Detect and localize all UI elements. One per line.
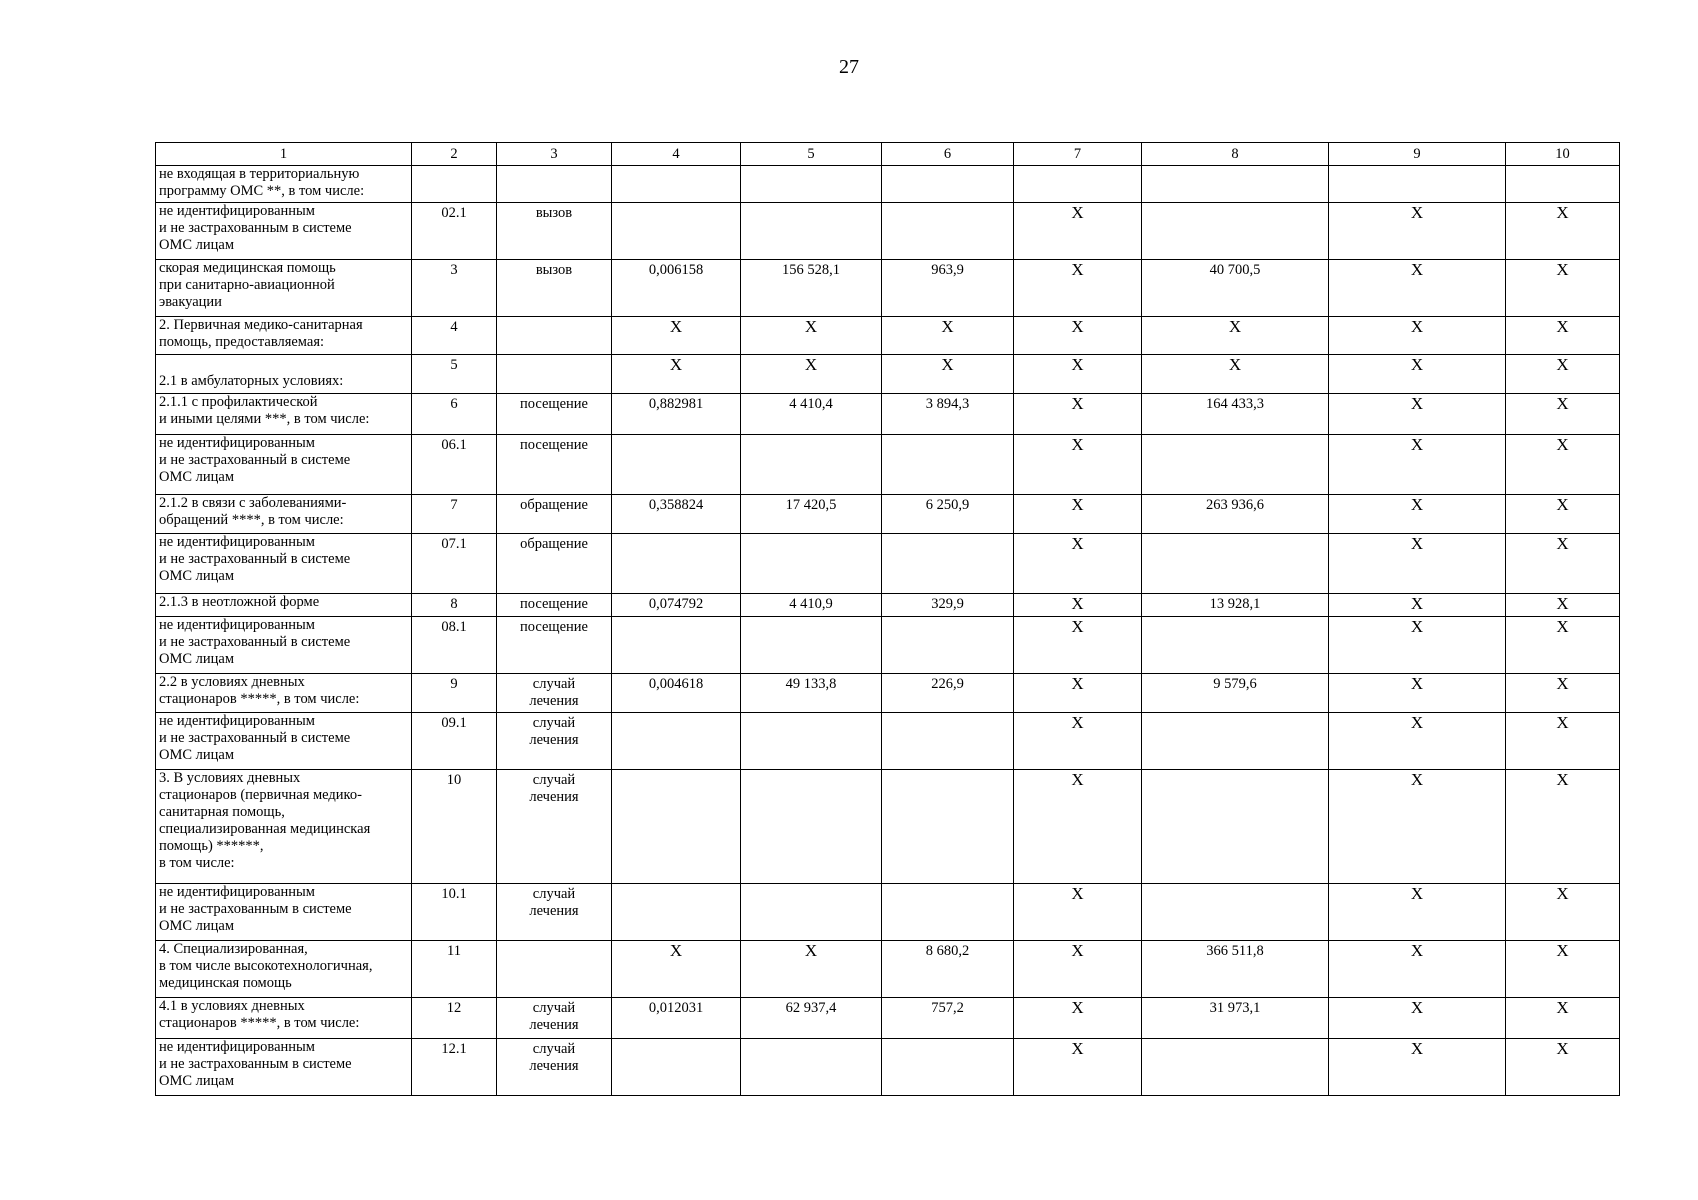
table-cell-col-9: X — [1329, 674, 1506, 713]
table-cell-col-8 — [1142, 534, 1329, 594]
table-cell-col-4 — [612, 534, 741, 594]
table-cell-col-3: обращение — [497, 534, 612, 594]
table-cell-col-6: 3 894,3 — [882, 394, 1014, 435]
table-cell-col-8: 9 579,6 — [1142, 674, 1329, 713]
table-cell-col-7: X — [1014, 617, 1142, 674]
column-number-1: 1 — [156, 143, 412, 166]
table-cell-col-5 — [741, 435, 882, 495]
row-label-cell: 3. В условиях дневных стационаров (первичная медико- санитарная помощь, специализированная медицинская помощь) ******, в том числе: — [156, 770, 412, 884]
table-cell-col-9: X — [1329, 713, 1506, 770]
table-cell-col-10: X — [1506, 617, 1620, 674]
column-number-6: 6 — [882, 143, 1014, 166]
table-cell-col-6 — [882, 617, 1014, 674]
table-cell-col-3: случай лечения — [497, 1039, 612, 1096]
table-cell-col-5 — [741, 534, 882, 594]
table-cell-col-5 — [741, 1039, 882, 1096]
table-row — [156, 713, 1620, 770]
table-cell-col-4 — [612, 203, 741, 260]
table-cell-col-8 — [1142, 435, 1329, 495]
table-cell-col-6 — [882, 770, 1014, 884]
table-row — [156, 435, 1620, 495]
row-label-cell: не идентифицированным и не застрахованный в системе ОМС лицам — [156, 617, 412, 674]
row-label-cell: не идентифицированным и не застрахованным в системе ОМС лицам — [156, 884, 412, 941]
table-row — [156, 166, 1620, 203]
table-cell-col-4: 0,006158 — [612, 260, 741, 317]
table-cell-col-4 — [612, 1039, 741, 1096]
table-cell-col-2 — [412, 166, 497, 203]
row-label-cell: 2.1.2 в связи с заболеваниями- обращений ****, в том числе: — [156, 495, 412, 534]
table-cell-col-4: X — [612, 355, 741, 394]
table-cell-col-4: X — [612, 317, 741, 355]
row-label-cell: 2. Первичная медико-санитарная помощь, предоставляемая: — [156, 317, 412, 355]
table-cell-col-7: X — [1014, 435, 1142, 495]
table-cell-col-6 — [882, 435, 1014, 495]
table-cell-col-5: 62 937,4 — [741, 998, 882, 1039]
table-cell-col-3: случай лечения — [497, 770, 612, 884]
table-cell-col-3: случай лечения — [497, 674, 612, 713]
table-cell-col-10: X — [1506, 394, 1620, 435]
page-number: 27 — [839, 56, 859, 78]
table-cell-col-10: X — [1506, 998, 1620, 1039]
row-label-cell: не идентифицированным и не застрахованный в системе ОМС лицам — [156, 534, 412, 594]
row-label-cell: 2.1.3 в неотложной форме — [156, 594, 412, 617]
table-cell-col-10: X — [1506, 594, 1620, 617]
table-cell-col-3: случай лечения — [497, 713, 612, 770]
table-cell-col-9: X — [1329, 534, 1506, 594]
table-cell-col-5: 49 133,8 — [741, 674, 882, 713]
row-label-cell: не идентифицированным и не застрахованным в системе ОМС лицам — [156, 1039, 412, 1096]
table-cell-col-5: X — [741, 355, 882, 394]
table-row — [156, 884, 1620, 941]
row-label-cell: не идентифицированным и не застрахованный в системе ОМС лицам — [156, 435, 412, 495]
table-cell-col-8 — [1142, 713, 1329, 770]
table-cell-col-5 — [741, 203, 882, 260]
table-cell-col-3: посещение — [497, 617, 612, 674]
table-cell-col-7 — [1014, 166, 1142, 203]
table-cell-col-6 — [882, 884, 1014, 941]
table-cell-col-10: X — [1506, 435, 1620, 495]
table-cell-col-5: 156 528,1 — [741, 260, 882, 317]
table-row — [156, 941, 1620, 998]
table-cell-col-4: 0,012031 — [612, 998, 741, 1039]
table-cell-col-10: X — [1506, 260, 1620, 317]
table-cell-col-6: 8 680,2 — [882, 941, 1014, 998]
table-cell-col-2: 12.1 — [412, 1039, 497, 1096]
table-cell-col-3: посещение — [497, 435, 612, 495]
table-cell-col-7: X — [1014, 594, 1142, 617]
table-cell-col-10: X — [1506, 317, 1620, 355]
table-cell-col-2: 12 — [412, 998, 497, 1039]
table-cell-col-2: 09.1 — [412, 713, 497, 770]
table-cell-col-9: X — [1329, 998, 1506, 1039]
table-cell-col-2: 06.1 — [412, 435, 497, 495]
table-cell-col-7: X — [1014, 317, 1142, 355]
table-cell-col-5: X — [741, 941, 882, 998]
table-cell-col-7: X — [1014, 713, 1142, 770]
table-cell-col-3: случай лечения — [497, 884, 612, 941]
table-cell-col-10 — [1506, 166, 1620, 203]
table-cell-col-5 — [741, 770, 882, 884]
table-cell-col-9: X — [1329, 355, 1506, 394]
table-cell-col-7: X — [1014, 770, 1142, 884]
row-label-cell: 2.1.1 с профилактической и иными целями ***, в том числе: — [156, 394, 412, 435]
table-cell-col-10: X — [1506, 674, 1620, 713]
table-cell-col-7: X — [1014, 1039, 1142, 1096]
column-number-7: 7 — [1014, 143, 1142, 166]
table-cell-col-3: вызов — [497, 260, 612, 317]
table-cell-col-4 — [612, 770, 741, 884]
table-cell-col-9: X — [1329, 594, 1506, 617]
table-cell-col-3 — [497, 355, 612, 394]
column-number-5: 5 — [741, 143, 882, 166]
row-label-cell: 2.2 в условиях дневных стационаров *****, в том числе: — [156, 674, 412, 713]
column-number-3: 3 — [497, 143, 612, 166]
table-cell-col-2: 7 — [412, 495, 497, 534]
column-number-10: 10 — [1506, 143, 1620, 166]
table-cell-col-2: 10.1 — [412, 884, 497, 941]
table-cell-col-4 — [612, 884, 741, 941]
table-row — [156, 317, 1620, 355]
table-cell-col-9 — [1329, 166, 1506, 203]
table-cell-col-10: X — [1506, 1039, 1620, 1096]
table-cell-col-5: X — [741, 317, 882, 355]
table-cell-col-9: X — [1329, 203, 1506, 260]
row-label-cell: 4.1 в условиях дневных стационаров *****, в том числе: — [156, 998, 412, 1039]
row-label-cell: скорая медицинская помощь при санитарно-авиационной эвакуации — [156, 260, 412, 317]
header-row — [156, 143, 1620, 166]
table-row — [156, 534, 1620, 594]
table-cell-col-3: посещение — [497, 394, 612, 435]
table-cell-col-9: X — [1329, 435, 1506, 495]
column-number-8: 8 — [1142, 143, 1329, 166]
table-cell-col-10: X — [1506, 770, 1620, 884]
table-cell-col-7: X — [1014, 884, 1142, 941]
column-number-9: 9 — [1329, 143, 1506, 166]
table-row — [156, 998, 1620, 1039]
table-cell-col-2: 07.1 — [412, 534, 497, 594]
table-cell-col-2: 08.1 — [412, 617, 497, 674]
table-row — [156, 260, 1620, 317]
table-row — [156, 495, 1620, 534]
table-cell-col-10: X — [1506, 534, 1620, 594]
table-cell-col-3 — [497, 941, 612, 998]
table-cell-col-10: X — [1506, 713, 1620, 770]
table-cell-col-6 — [882, 203, 1014, 260]
table-cell-col-9: X — [1329, 770, 1506, 884]
table-cell-col-8 — [1142, 617, 1329, 674]
table-cell-col-9: X — [1329, 260, 1506, 317]
table-cell-col-10: X — [1506, 884, 1620, 941]
table-row — [156, 394, 1620, 435]
table-cell-col-3: посещение — [497, 594, 612, 617]
table-cell-col-4: 0,074792 — [612, 594, 741, 617]
table-cell-col-4: 0,358824 — [612, 495, 741, 534]
table-cell-col-8: 366 511,8 — [1142, 941, 1329, 998]
table-cell-col-8 — [1142, 1039, 1329, 1096]
table-cell-col-7: X — [1014, 260, 1142, 317]
table-row — [156, 355, 1620, 394]
table-cell-col-6 — [882, 1039, 1014, 1096]
table-cell-col-2: 11 — [412, 941, 497, 998]
table-cell-col-6: X — [882, 355, 1014, 394]
table-cell-col-4 — [612, 713, 741, 770]
table-cell-col-9: X — [1329, 617, 1506, 674]
table-cell-col-8 — [1142, 770, 1329, 884]
table-cell-col-7: X — [1014, 495, 1142, 534]
table-cell-col-3: обращение — [497, 495, 612, 534]
table-cell-col-3 — [497, 166, 612, 203]
table-cell-col-5: 4 410,4 — [741, 394, 882, 435]
table-cell-col-9: X — [1329, 1039, 1506, 1096]
data-table — [155, 142, 1620, 1096]
table-row — [156, 594, 1620, 617]
table-cell-col-5: 17 420,5 — [741, 495, 882, 534]
table-cell-col-8: X — [1142, 317, 1329, 355]
table-cell-col-5 — [741, 713, 882, 770]
table-cell-col-2: 6 — [412, 394, 497, 435]
table-cell-col-2: 9 — [412, 674, 497, 713]
table-cell-col-7: X — [1014, 998, 1142, 1039]
table-cell-col-8 — [1142, 203, 1329, 260]
table-cell-col-8: 164 433,3 — [1142, 394, 1329, 435]
table-cell-col-4 — [612, 617, 741, 674]
table-cell-col-6 — [882, 166, 1014, 203]
row-label-cell: 2.1 в амбулаторных условиях: — [156, 355, 412, 394]
table-cell-col-10: X — [1506, 355, 1620, 394]
table-cell-col-10: X — [1506, 941, 1620, 998]
table-cell-col-2: 8 — [412, 594, 497, 617]
table-cell-col-6 — [882, 713, 1014, 770]
table-cell-col-9: X — [1329, 495, 1506, 534]
table-cell-col-5: 4 410,9 — [741, 594, 882, 617]
table-cell-col-2: 10 — [412, 770, 497, 884]
table-cell-col-10: X — [1506, 203, 1620, 260]
table-cell-col-5 — [741, 617, 882, 674]
row-label-cell: не идентифицированным и не застрахованным в системе ОМС лицам — [156, 203, 412, 260]
table-cell-col-4 — [612, 435, 741, 495]
table-cell-col-10: X — [1506, 495, 1620, 534]
table-cell-col-2: 3 — [412, 260, 497, 317]
table-cell-col-3: вызов — [497, 203, 612, 260]
table-cell-col-6: 226,9 — [882, 674, 1014, 713]
table-cell-col-9: X — [1329, 317, 1506, 355]
table-cell-col-6: 329,9 — [882, 594, 1014, 617]
table-cell-col-7: X — [1014, 941, 1142, 998]
column-number-2: 2 — [412, 143, 497, 166]
table-cell-col-7: X — [1014, 394, 1142, 435]
table-cell-col-8 — [1142, 884, 1329, 941]
table-row — [156, 770, 1620, 884]
table-cell-col-8: 13 928,1 — [1142, 594, 1329, 617]
table-cell-col-2: 4 — [412, 317, 497, 355]
table-row — [156, 203, 1620, 260]
table-cell-col-6: 757,2 — [882, 998, 1014, 1039]
table-cell-col-3: случай лечения — [497, 998, 612, 1039]
table-cell-col-6: 963,9 — [882, 260, 1014, 317]
row-label-cell: 4. Специализированная, в том числе высокотехнологичная, медицинская помощь — [156, 941, 412, 998]
table-cell-col-8: 31 973,1 — [1142, 998, 1329, 1039]
table-row — [156, 674, 1620, 713]
table-cell-col-6: 6 250,9 — [882, 495, 1014, 534]
table-cell-col-4 — [612, 166, 741, 203]
row-label-cell: не идентифицированным и не застрахованный в системе ОМС лицам — [156, 713, 412, 770]
table-cell-col-2: 02.1 — [412, 203, 497, 260]
table-cell-col-7: X — [1014, 203, 1142, 260]
table-cell-col-9: X — [1329, 941, 1506, 998]
table-cell-col-8: 263 936,6 — [1142, 495, 1329, 534]
table-cell-col-7: X — [1014, 534, 1142, 594]
table-cell-col-4: 0,004618 — [612, 674, 741, 713]
table-cell-col-2: 5 — [412, 355, 497, 394]
table-cell-col-4: X — [612, 941, 741, 998]
table-cell-col-5 — [741, 166, 882, 203]
table-cell-col-8: X — [1142, 355, 1329, 394]
table-cell-col-6: X — [882, 317, 1014, 355]
table-cell-col-8: 40 700,5 — [1142, 260, 1329, 317]
table-cell-col-9: X — [1329, 884, 1506, 941]
table-row — [156, 1039, 1620, 1096]
table-cell-col-5 — [741, 884, 882, 941]
column-number-4: 4 — [612, 143, 741, 166]
table-cell-col-8 — [1142, 166, 1329, 203]
table-row — [156, 617, 1620, 674]
table-cell-col-4: 0,882981 — [612, 394, 741, 435]
table-cell-col-3 — [497, 317, 612, 355]
table-cell-col-7: X — [1014, 355, 1142, 394]
table-cell-col-7: X — [1014, 674, 1142, 713]
table-cell-col-6 — [882, 534, 1014, 594]
table-cell-col-9: X — [1329, 394, 1506, 435]
row-label-cell: не входящая в территориальную программу ОМС **, в том числе: — [156, 166, 412, 203]
